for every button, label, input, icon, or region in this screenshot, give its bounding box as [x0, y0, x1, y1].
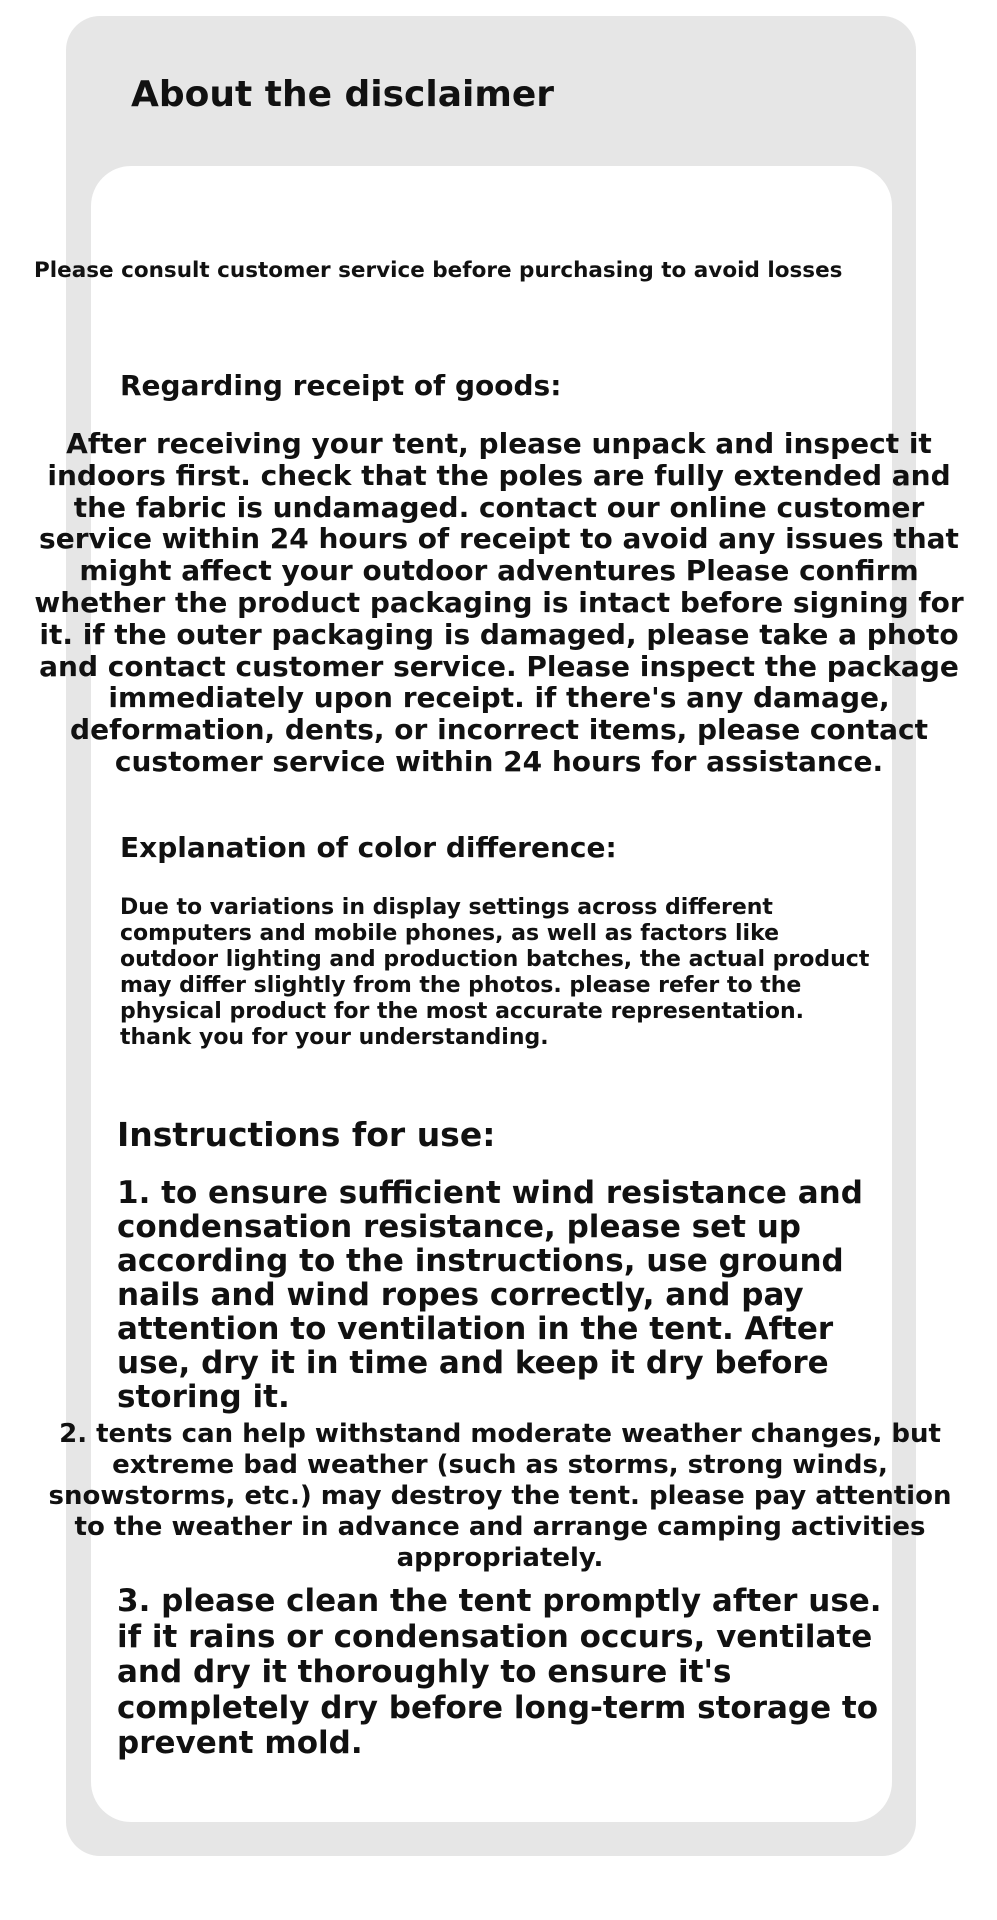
- color-difference-paragraph: Due to variations in display settings across different computers and mobile phones, as well as factors like outdoor lighting and production batches, the actual product may differ slightly from the photos. please refer to the physical product for the most accurate representation. thank you for your understanding.: [120, 895, 870, 1050]
- instructions-heading: Instructions for use:: [117, 1115, 496, 1154]
- instruction-item-3: 3. please clean the tent promptly after use. if it rains or condensation occurs, ventilate and dry it thoroughly to ensure it's completely dry before long-term storage to prevent mold.: [117, 1583, 882, 1761]
- receipt-paragraph: After receiving your tent, please unpack and inspect it indoors first. check that the poles are fully extended and the fabric is undamaged. contact our online customer service within 24 hours of receipt to avoid any issues that might affect your outdoor adventures Please confirm whether the product packaging is intact before signing for it. if the outer packaging is damaged, please take a photo and contact customer service. Please inspect the package immediately upon receipt. if there's any damage, deformation, dents, or incorrect items, please contact customer service within 24 hours for assistance.: [34, 427, 964, 778]
- color-difference-heading: Explanation of color difference:: [120, 831, 617, 864]
- page-title: About the disclaimer: [131, 74, 555, 115]
- instruction-item-1: 1. to ensure sufficient wind resistance and condensation resistance, please set up according to the instructions, use ground nails and wind ropes correctly, and pay attention to ventilation in the tent. After use, dry it in time and keep it dry before storing it.: [117, 1175, 863, 1415]
- instruction-item-2: 2. tents can help withstand moderate weather changes, but extreme bad weather (such as storms, strong winds, snowstorms, etc.) may destroy the tent. please pay attention to the weather in advance and arrange camping activities appropriately.: [48, 1419, 952, 1573]
- purchase-notice: Please consult customer service before purchasing to avoid losses: [34, 258, 843, 283]
- receipt-heading: Regarding receipt of goods:: [120, 369, 562, 402]
